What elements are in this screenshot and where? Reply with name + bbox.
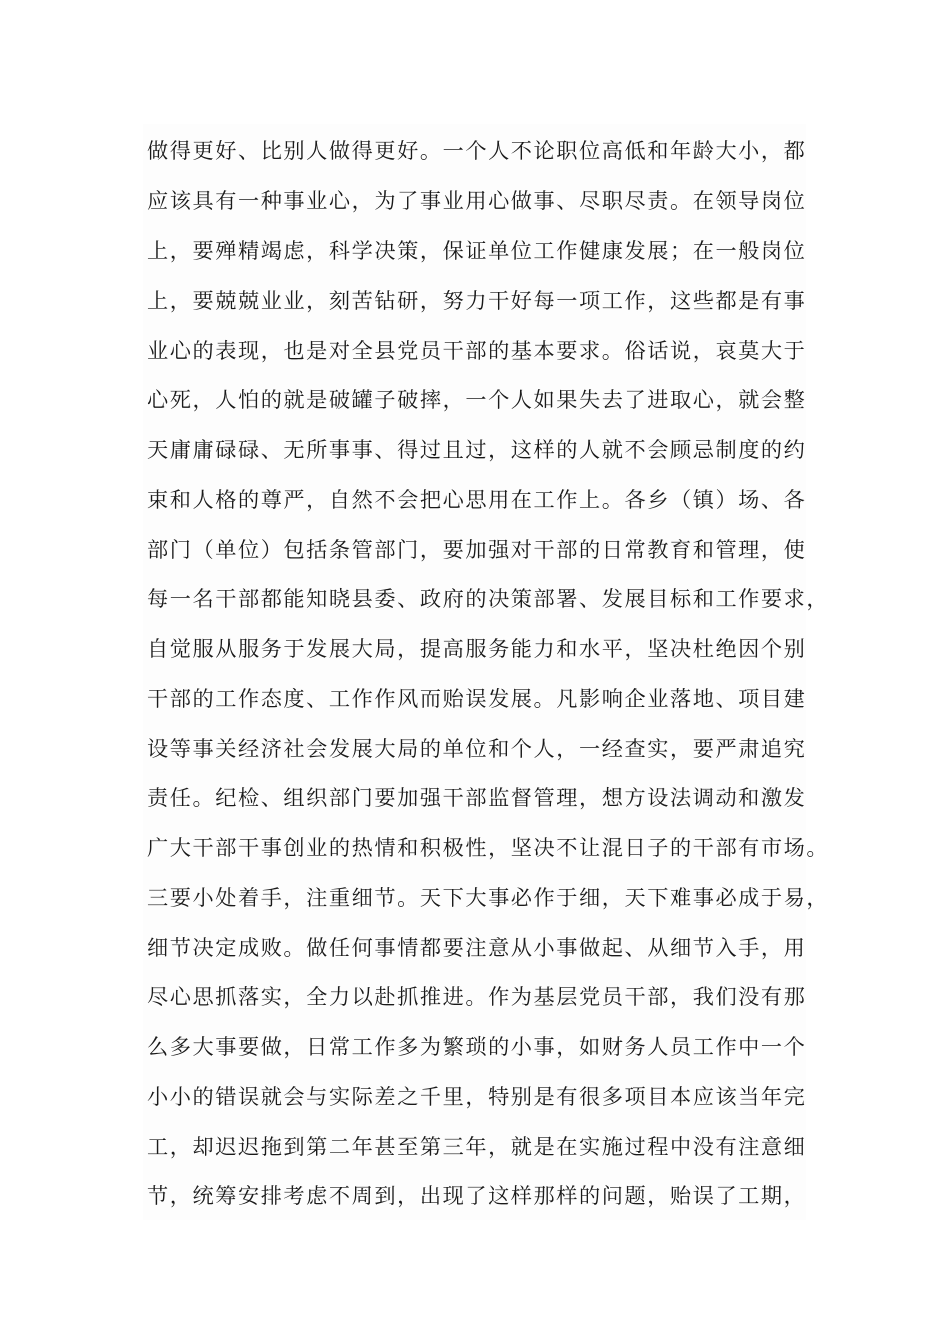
- text-line: 小小的错误就会与实际差之千里，特别是有很多项目本应该当年完: [147, 1084, 807, 1109]
- text-line: 应该具有一种事业心，为了事业用心做事、尽职尽责。在领导岗位: [147, 188, 807, 213]
- text-line: 上，要殚精竭虑，科学决策，保证单位工作健康发展；在一般岗位: [147, 238, 807, 263]
- text-line: 业心的表现，也是对全县党员干部的基本要求。俗话说，哀莫大于: [147, 338, 807, 363]
- text-line: 每一名干部都能知晓县委、政府的决策部署、发展目标和工作要求，: [147, 586, 830, 611]
- text-line: 么多大事要做，日常工作多为繁琐的小事，如财务人员工作中一个: [147, 1034, 807, 1059]
- text-line: 节，统筹安排考虑不周到，出现了这样那样的问题，贻误了工期，: [147, 1183, 807, 1208]
- text-line: 心死，人怕的就是破罐子破摔，一个人如果失去了进取心，就会整: [147, 387, 807, 412]
- text-line: 上，要兢兢业业，刻苦钻研，努力干好每一项工作，这些都是有事: [147, 288, 807, 313]
- text-line: 天庸庸碌碌、无所事事、得过且过，这样的人就不会顾忌制度的约: [147, 437, 807, 462]
- text-line: 自觉服从服务于发展大局，提高服务能力和水平，坚决杜绝因个别: [147, 636, 807, 661]
- text-line: 部门（单位）包括条管部门，要加强对干部的日常教育和管理，使: [147, 537, 807, 562]
- text-line: 做得更好、比别人做得更好。一个人不论职位高低和年龄大小，都: [147, 138, 807, 163]
- text-line: 束和人格的尊严，自然不会把心思用在工作上。各乡（镇）场、各: [147, 487, 807, 512]
- text-line: 干部的工作态度、工作作风而贻误发展。凡影响企业落地、项目建: [147, 686, 807, 711]
- text-line: 设等事关经济社会发展大局的单位和个人，一经查实，要严肃追究: [147, 736, 807, 761]
- text-line: 三要小处着手，注重细节。天下大事必作于细，天下难事必成于易，: [147, 885, 830, 910]
- text-line: 责任。纪检、组织部门要加强干部监督管理，想方设法调动和激发: [147, 785, 807, 810]
- text-line: 工，却迟迟拖到第二年甚至第三年，就是在实施过程中没有注意细: [147, 1134, 807, 1159]
- text-line: 广大干部干事创业的热情和积极性，坚决不让混日子的干部有市场。: [147, 835, 830, 860]
- text-line: 尽心思抓落实，全力以赴抓推进。作为基层党员干部，我们没有那: [147, 984, 807, 1009]
- text-line: 细节决定成败。做任何事情都要注意从小事做起、从细节入手，用: [147, 935, 807, 960]
